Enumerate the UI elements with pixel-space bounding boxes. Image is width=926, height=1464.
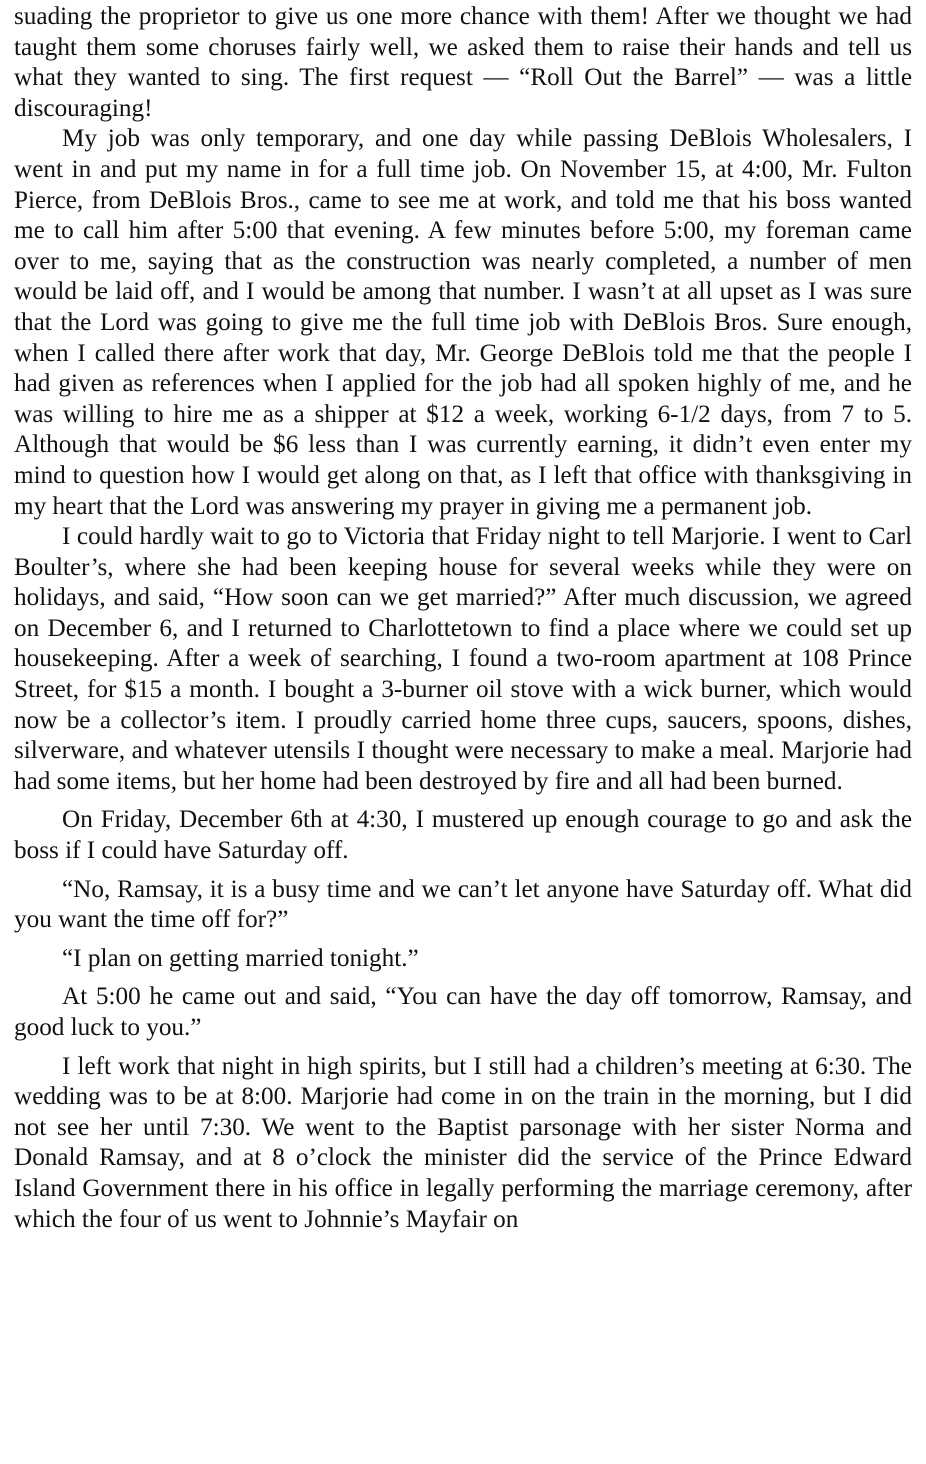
paragraph-december-sixth: On Friday, December 6th at 4:30, I mustered up enough courage to go and ask the boss if I could have Saturday off. — [14, 806, 912, 865]
paragraph-wedding-night: I left work that night in high spirits, but I still had a children’s meeting at 6:30. The wedding was to be at 8:00. Marjorie had come in on the train in the morning, but I did not see her until 7:30. We went to the Baptist parsonage with her sister Norma and Donald Ramsay, and at 8 o’clock the minister did the service of the Prince Edward Island Government there in his office in legally performing the marriage ceremony, after which the four of us went to Johnnie’s Mayfair on — [14, 1052, 912, 1233]
paragraph-job-deblois: My job was only temporary, and one day while passing DeBlois Wholesalers, I went in and put my name in for a full time job. On November 15, at 4:00, Mr. Fulton Pierce, from DeBlois Bros., came to see me at work, and told me that his boss wanted me to call him after 5:00 that evening. A few minutes before 5:00, my foreman came over to me, saying that as the construction was nearly completed, a number of men would be laid off, and I would be among that number. I wasn’t at all upset as I was sure that the Lord was going to give me the full time job with DeBlois Bros. Sure enough, when I called there after work that day, Mr. George DeBlois told me that the people I had given as references when I applied for the job had all spoken highly of me, and he was willing to hire me as a shipper at $12 a week, working 6-1/2 days, from 7 to 5. Although that would be $6 less than I was currently earning, it didn’t even enter my mind to question how I would get along on that, as I left that office with thanksgiving in my heart that the Lord was answering my prayer in giving me a permanent job. — [14, 125, 912, 520]
paragraph-day-off: At 5:00 he came out and said, “You can have the day off tomorrow, Ramsay, and good luck to you.” — [14, 983, 912, 1041]
paragraph-boss-reply: “No, Ramsay, it is a busy time and we can’t let anyone have Saturday off. What did you want the time off for?” — [14, 875, 912, 934]
paragraph-continued: suading the proprietor to give us one more chance with them! After we thought we had taught them some choruses fairly well, we asked them to raise their hands and tell us what they wanted to sing. The first request — “Roll Out the Barrel” — was a little discouraging! — [14, 3, 912, 122]
paragraph-victoria-marjorie: I could hardly wait to go to Victoria that Friday night to tell Marjorie. I went to Carl Boulter’s, where she had been keeping house for several weeks while they were on holidays, and said, “How soon can we get married?” After much discussion, we agreed on December 6, and I returned to Charlottetown to find a place where we could set up housekeeping. After a week of searching, I found a two-room apartment at 108 Prince Street, for $15 a month. I bought a 3-burner oil stove with a wick burner, which would now be a collector’s item. I proudly carried home three cups, saucers, spoons, dishes, silverware, and whatever utensils I thought were necessary to make a meal. Marjorie had had some items, but her home had been destroyed by fire and all had been burned. — [14, 523, 912, 795]
paragraph-getting-married: “I plan on getting married tonight.” — [62, 944, 419, 972]
